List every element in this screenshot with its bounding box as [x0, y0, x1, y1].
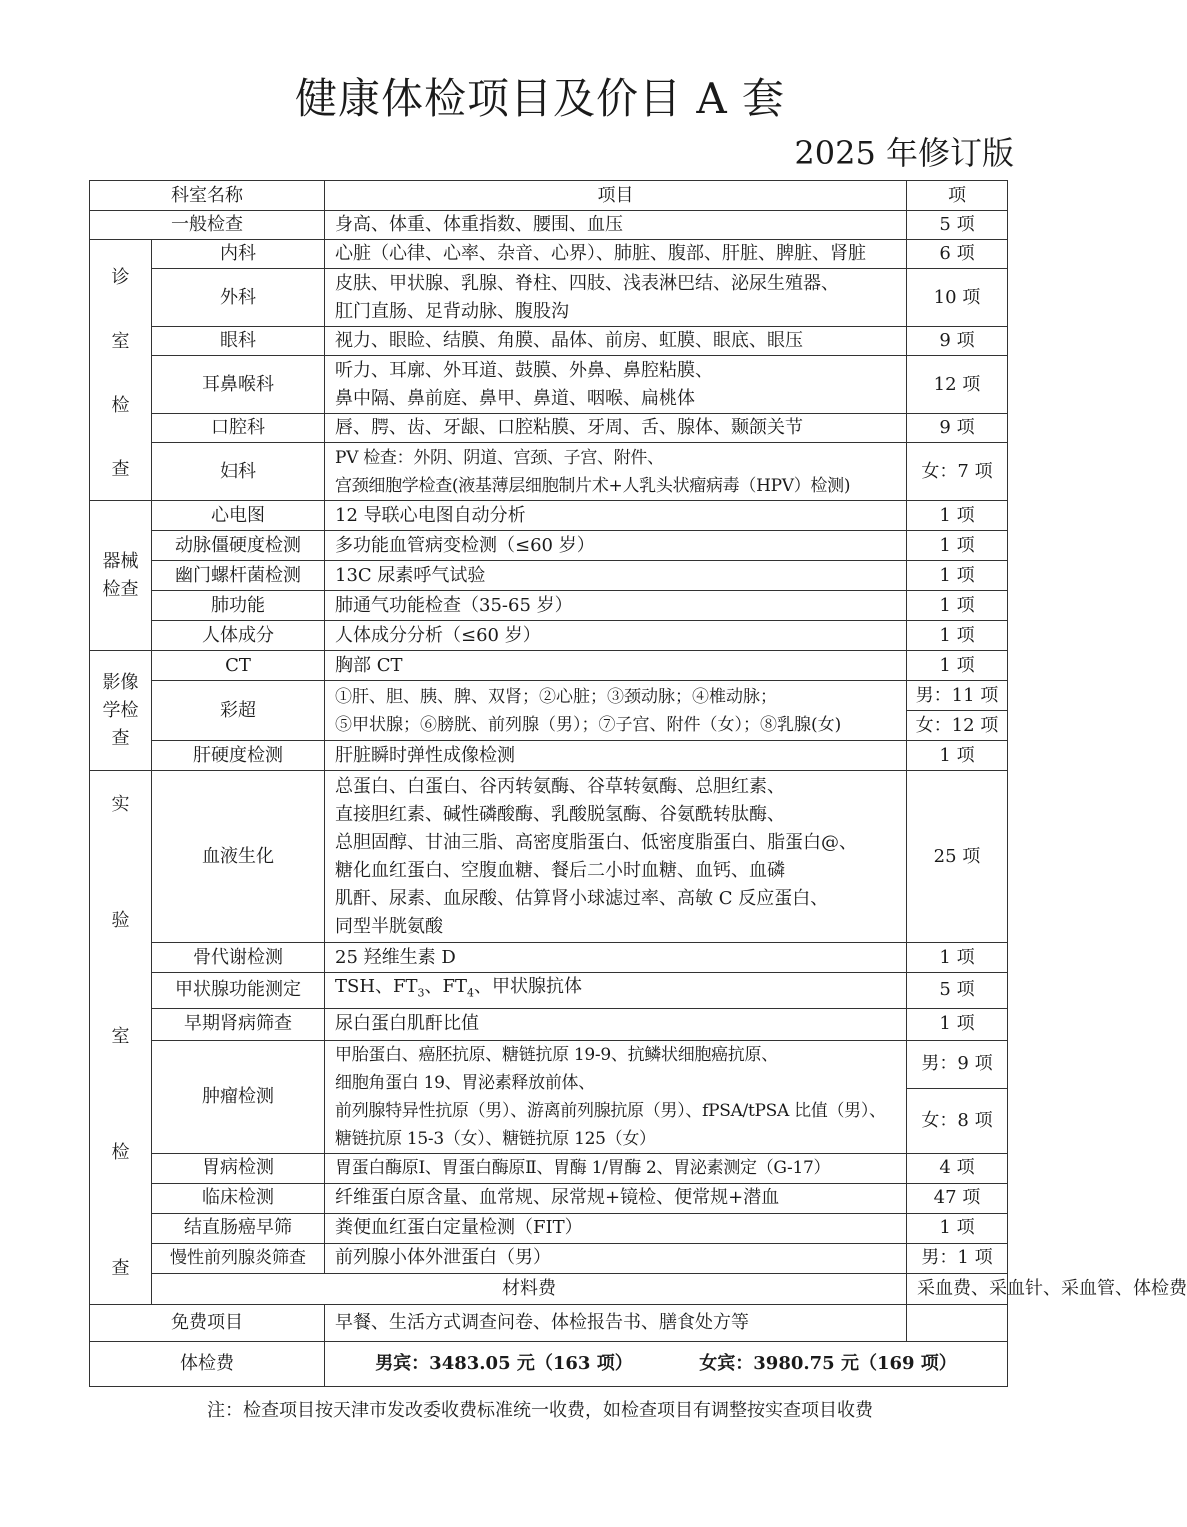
header-dept: 科室名称 — [90, 181, 325, 211]
dept-cell: 内科 — [152, 240, 325, 269]
table-row — [90, 1243, 1008, 1273]
count-cell: 9 项 — [907, 414, 1008, 443]
items-cell: TSH、$FT_3$、$FT_4$、甲状腺抗体 — [325, 973, 907, 1009]
count-cell: 10 项 — [907, 269, 1008, 327]
dept-cell: 肺功能 — [152, 591, 325, 621]
table-row — [90, 591, 1008, 621]
table-row — [90, 621, 1008, 651]
count-cell — [907, 1304, 1008, 1341]
category-clinic: 诊 室 检 查 — [90, 240, 152, 501]
dept-cell: 外科 — [152, 269, 325, 327]
dept-cell: 胃病检测 — [152, 1153, 325, 1183]
count-cell: 1 项 — [907, 741, 1008, 771]
items-cell: 视力、眼睑、结膜、角膜、晶体、前房、虹膜、眼底、眼压 — [325, 327, 907, 356]
items-cell: 13C 尿素呼气试验 — [325, 561, 907, 591]
items-cell: 采血费、采血针、采血管、体检费 — [907, 1273, 1008, 1304]
table-row — [90, 771, 1008, 943]
dept-cell: 心电图 — [152, 501, 325, 531]
dept-cell: 血液生化 — [152, 771, 325, 943]
items-cell: 唇、腭、齿、牙龈、口腔粘膜、牙周、舌、腺体、颞颌关节 — [325, 414, 907, 443]
count-cell: 25 项 — [907, 771, 1008, 943]
count-cell: 12 项 — [907, 356, 1008, 414]
items-cell: 甲胎蛋白、癌胚抗原、糖链抗原 19-9、抗鳞状细胞癌抗原、 细胞角蛋白 19、胃泌素释放前体、 前列腺特异性抗原（男）、游离前列腺抗原（男）、fPSA/tPSA 比值（男）、 糖链抗原 15-3（女）、糖链抗原 125（女） — [325, 1040, 907, 1153]
table-row — [90, 943, 1008, 973]
count-cell: 1 项 — [907, 621, 1008, 651]
dept-cell: 临床检测 — [152, 1183, 325, 1213]
category-device: 器械 检查 — [90, 501, 152, 651]
header-count: 项 — [907, 181, 1008, 211]
table-header-row — [90, 181, 1008, 211]
dept-cell: 材料费 — [152, 1273, 907, 1304]
items-cell: ①肝、胆、胰、脾、双肾；②心脏；③颈动脉；④椎动脉； ⑤甲状腺；⑥膀胱、前列腺（男）；⑦子宫、附件（女）；⑧乳腺(女) — [325, 681, 907, 741]
items-cell: 尿白蛋白肌酐比值 — [325, 1008, 907, 1040]
count-cell: 男：1 项 — [907, 1243, 1008, 1273]
table-row — [90, 1304, 1008, 1341]
count-cell: 1 项 — [907, 1008, 1008, 1040]
table-row — [90, 681, 1008, 711]
dept-cell: 妇科 — [152, 443, 325, 501]
items-cell: 总蛋白、白蛋白、谷丙转氨酶、谷草转氨酶、总胆红素、 直接胆红素、碱性磷酸酶、乳酸脱氢酶、谷氨酰转肽酶、 总胆固醇、甘油三脂、高密度脂蛋白、低密度脂蛋白、脂蛋白@、 糖化血红蛋白、空腹血糖、餐后二小时血糖、血钙、血磷 肌酐、尿素、血尿酸、估算肾小球滤过率、高敏 C 反应蛋白、 同型半胱氨酸 — [325, 771, 907, 943]
dept-cell: 肝硬度检测 — [152, 741, 325, 771]
items-cell: 身高、体重、体重指数、腰围、血压 — [325, 211, 907, 240]
footnote: 注：检查项目按天津市发改委收费标准统一收费，如检查项目有调整按实查项目收费 — [207, 1400, 873, 1421]
table-row — [90, 1273, 1008, 1304]
items-cell: 人体成分分析（≤60 岁） — [325, 621, 907, 651]
dept-cell: 肿瘤检测 — [152, 1040, 325, 1153]
count-cell-male: 男：9 项 — [907, 1040, 1008, 1088]
count-cell: 1 项 — [907, 591, 1008, 621]
count-cell: 1 项 — [907, 561, 1008, 591]
count-cell-female: 女：8 项 — [907, 1089, 1008, 1154]
table-row — [90, 1213, 1008, 1243]
items-cell: 胸部 CT — [325, 651, 907, 681]
count-cell: 5 项 — [907, 211, 1008, 240]
items-cell: 多功能血管病变检测（≤60 岁） — [325, 531, 907, 561]
category-imaging: 影像 学检 查 — [90, 651, 152, 771]
header-items: 项目 — [325, 181, 907, 211]
table-row — [90, 501, 1008, 531]
count-cell: 4 项 — [907, 1153, 1008, 1183]
table-row — [90, 443, 1008, 501]
table-row — [90, 1040, 1008, 1088]
page-title: 健康体检项目及价目 A 套 — [294, 74, 786, 123]
dept-cell: 幽门螺杆菌检测 — [152, 561, 325, 591]
dept-cell: 耳鼻喉科 — [152, 356, 325, 414]
table-row — [90, 269, 1008, 327]
items-cell: 心脏（心律、心率、杂音、心界）、肺脏、腹部、肝脏、脾脏、肾脏 — [325, 240, 907, 269]
table-row — [90, 741, 1008, 771]
table-row — [90, 356, 1008, 414]
dept-cell: 早期肾病筛查 — [152, 1008, 325, 1040]
dept-cell: CT — [152, 651, 325, 681]
items-cell: 肺通气功能检查（35-65 岁） — [325, 591, 907, 621]
dept-cell: 口腔科 — [152, 414, 325, 443]
dept-cell: 动脉僵硬度检测 — [152, 531, 325, 561]
count-cell: 1 项 — [907, 943, 1008, 973]
count-cell: 女：7 项 — [907, 443, 1008, 501]
items-cell: 25 羟维生素 D — [325, 943, 907, 973]
fee-male: 男宾：3483.05 元（163 项） — [375, 1352, 633, 1374]
fee-row — [90, 1341, 1008, 1386]
fee-label: 体检费 — [90, 1341, 325, 1386]
items-cell: 皮肤、甲状腺、乳腺、脊柱、四肢、浅表淋巴结、泌尿生殖器、 肛门直肠、足背动脉、腹股沟 — [325, 269, 907, 327]
items-cell: 12 导联心电图自动分析 — [325, 501, 907, 531]
exam-table — [89, 180, 1187, 1387]
table-row — [90, 531, 1008, 561]
table-row — [90, 240, 1008, 269]
items-cell: 粪便血红蛋白定量检测（FIT） — [325, 1213, 907, 1243]
count-cell-male: 男：11 项 — [907, 681, 1008, 711]
items-cell: 早餐、生活方式调查问卷、体检报告书、膳食处方等 — [325, 1304, 907, 1341]
table-row — [90, 414, 1008, 443]
count-cell: 5 项 — [907, 973, 1008, 1009]
count-cell: 1 项 — [907, 531, 1008, 561]
items-cell: 胃蛋白酶原Ⅰ、胃蛋白酶原Ⅱ、胃酶 1/胃酶 2、胃泌素测定（G-17） — [325, 1153, 907, 1183]
count-cell: 1 项 — [907, 1213, 1008, 1243]
count-cell-female: 女：12 项 — [907, 711, 1008, 741]
table-row — [90, 651, 1008, 681]
items-cell: 肝脏瞬时弹性成像检测 — [325, 741, 907, 771]
dept-cell: 人体成分 — [152, 621, 325, 651]
table-row — [90, 1153, 1008, 1183]
items-cell: PV 检查：外阴、阴道、宫颈、子宫、附件、 宫颈细胞学检查(液基薄层细胞制片术+人乳头状瘤病毒（HPV）检测) — [325, 443, 907, 501]
table-row — [90, 1008, 1008, 1040]
table-row — [90, 561, 1008, 591]
table-row — [90, 1183, 1008, 1213]
table-row — [90, 211, 1008, 240]
dept-cell: 结直肠癌早筛 — [152, 1213, 325, 1243]
count-cell: 9 项 — [907, 327, 1008, 356]
items-cell: 前列腺小体外泄蛋白（男） — [325, 1243, 907, 1273]
dept-cell: 慢性前列腺炎筛查 — [152, 1243, 325, 1273]
count-cell: 6 项 — [907, 240, 1008, 269]
dept-cell: 免费项目 — [90, 1304, 325, 1341]
table-row — [90, 327, 1008, 356]
dept-cell: 彩超 — [152, 681, 325, 741]
dept-cell: 甲状腺功能测定 — [152, 973, 325, 1009]
dept-cell: 眼科 — [152, 327, 325, 356]
dept-cell: 一般检查 — [90, 211, 325, 240]
table-row — [90, 973, 1008, 1009]
category-lab: 实 验 室 检 查 — [90, 771, 152, 1305]
fee-female: 女宾：3980.75 元（169 项） — [699, 1352, 957, 1374]
dept-cell: 骨代谢检测 — [152, 943, 325, 973]
count-cell: 1 项 — [907, 501, 1008, 531]
items-cell: 听力、耳廓、外耳道、鼓膜、外鼻、鼻腔粘膜、 鼻中隔、鼻前庭、鼻甲、鼻道、咽喉、扁桃体 — [325, 356, 907, 414]
edition-label: 2025 年修订版 — [794, 134, 1014, 172]
count-cell: 47 项 — [907, 1183, 1008, 1213]
count-cell: 1 项 — [907, 651, 1008, 681]
fee-values — [325, 1341, 1008, 1386]
items-cell: 纤维蛋白原含量、血常规、尿常规+镜检、便常规+潜血 — [325, 1183, 907, 1213]
